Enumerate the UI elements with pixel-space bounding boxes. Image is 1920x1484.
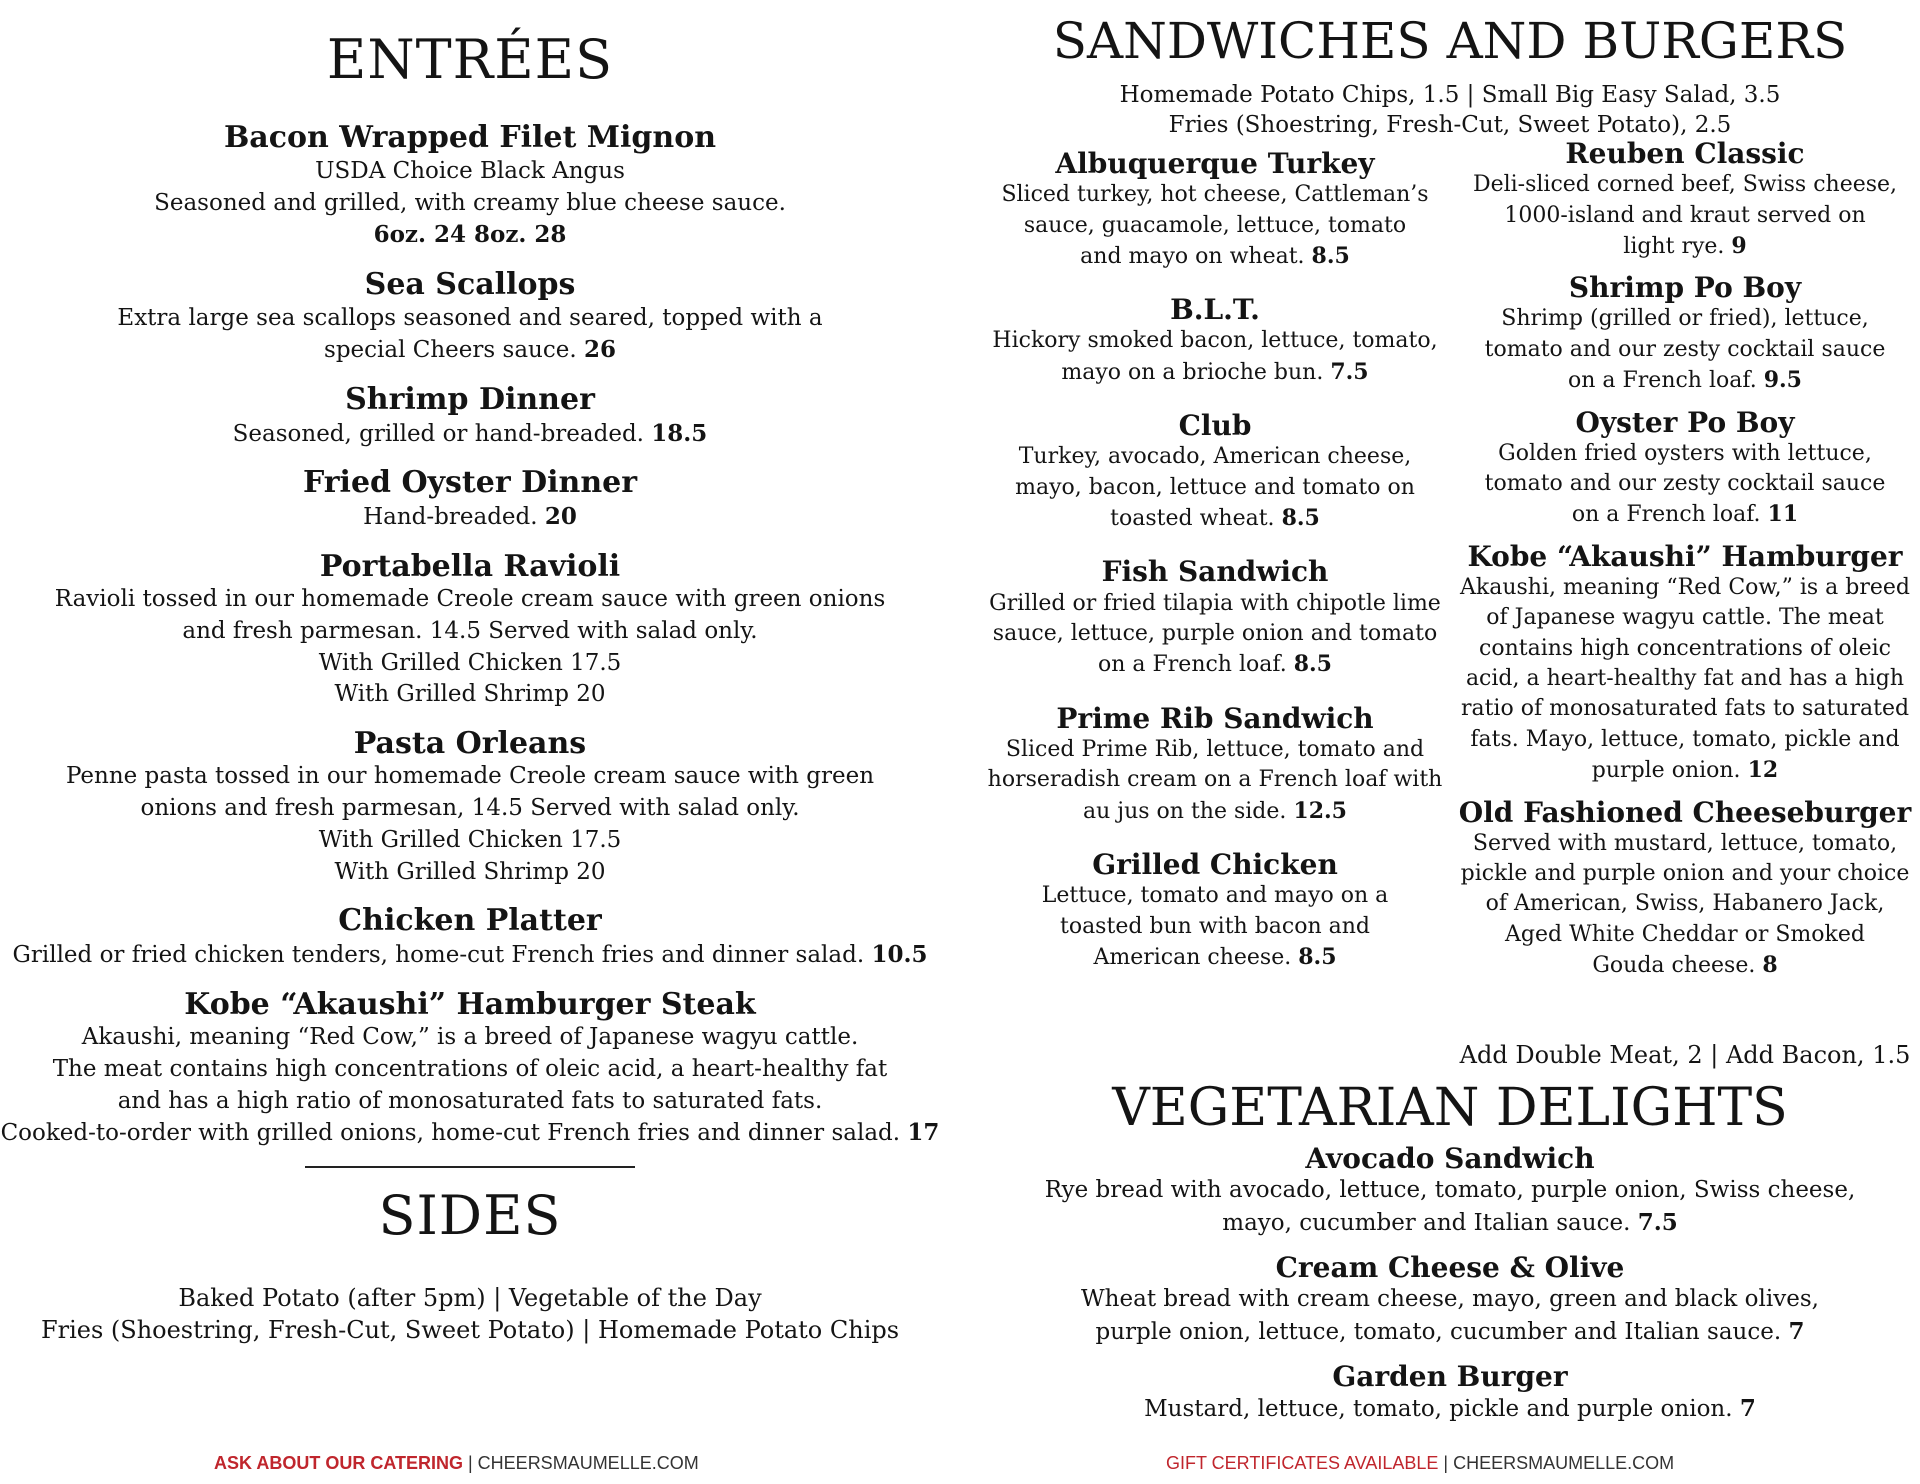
entree-list (0, 121, 940, 1150)
menu-item-description (0, 156, 940, 252)
menu-item (980, 703, 1450, 827)
menu-item-name: Reuben Classic (1565, 137, 1805, 170)
menu-item-name: Pasta Orleans (353, 725, 587, 761)
vegetarian-heading: VEGETARIAN DELIGHTS (1112, 1078, 1788, 1138)
menu-item-name: Old Fashioned Cheeseburger (1458, 795, 1912, 829)
divider (305, 1166, 635, 1168)
vegetarian-section (980, 1080, 1920, 1437)
menu-item (980, 148, 1450, 272)
left-column (0, 0, 940, 1346)
menu-item-description-text: Golden fried oysters with lettuce, tomato and our zesty cocktail sauce on a French loaf. (1484, 440, 1886, 528)
menu-item-name: Fish Sandwich (1101, 555, 1329, 589)
menu-item-price: 26 (583, 336, 616, 364)
menu-item-description (0, 584, 940, 711)
menu-item-description (980, 881, 1450, 973)
website-text-right[interactable]: | CHEERSMAUMELLE.COM (1438, 1453, 1675, 1473)
menu-item-name: Avocado Sandwich (1305, 1142, 1595, 1176)
entrees-heading: ENTRÉES (326, 28, 614, 91)
menu-item-description-text: Grilled or fried chicken tenders, home-cut French fries and dinner salad. (12, 941, 865, 968)
menu-item-description (980, 1284, 1920, 1348)
menu-item (980, 849, 1450, 973)
menu-item-name: Sea Scallops (364, 267, 576, 303)
menu-item-price: 10.5 (871, 940, 928, 968)
menu-item-name: Kobe “Akaushi” Hamburger (1467, 539, 1903, 573)
menu-item (0, 988, 940, 1150)
menu-item-description-text: Shrimp (grilled or fried), lettuce, tomato and our zesty cocktail sauce on a French loaf. (1484, 306, 1886, 394)
menu-item-description (980, 1393, 1920, 1426)
menu-item-price: 8.5 (1281, 505, 1320, 532)
menu-item-description-text: Hand-breaded. (363, 503, 538, 530)
menu-item-price: 7 (1739, 1394, 1756, 1422)
menu-item-description (1455, 829, 1915, 982)
menu-item (1455, 797, 1915, 982)
menu-item-price: 12.5 (1293, 797, 1347, 824)
menu-item-description (0, 501, 940, 534)
menu-item (980, 556, 1450, 680)
menu-item-description-text: Deli-sliced corned beef, Swiss cheese, 1000-island and kraut served on light rye. (1472, 172, 1898, 259)
menu-item-price: 8.5 (1293, 651, 1332, 678)
menu-item-description-text: Extra large sea scallops seasoned and seared, topped with a special Cheers sauce. (117, 304, 823, 364)
footer-right (1166, 1453, 1674, 1474)
menu-item-price: 9.5 (1763, 367, 1802, 394)
vegetarian-list (980, 1143, 1920, 1425)
sandwiches-heading: SANDWICHES AND BURGERS (1052, 12, 1848, 70)
menu-item-name: Prime Rib Sandwich (1056, 701, 1374, 735)
menu-item (980, 1143, 1920, 1240)
sandwich-list-left (980, 148, 1450, 995)
menu-item-description (0, 303, 940, 367)
menu-item-price: 20 (544, 502, 577, 530)
menu-item-name: Chicken Platter (338, 903, 602, 939)
menu-item-price: 7.5 (1637, 1209, 1678, 1237)
menu-item-price: 7 (1788, 1317, 1805, 1345)
menu-item (0, 727, 940, 888)
menu-item-name: Garden Burger (1332, 1359, 1568, 1393)
menu-item-description (0, 761, 940, 888)
menu-item-price: 12 (1747, 757, 1779, 784)
sandwich-side-line-2: Fries (Shoestring, Fresh-Cut, Sweet Potato), 2.5 (1168, 111, 1732, 138)
menu-item-name: Shrimp Po Boy (1568, 271, 1802, 305)
menu-item-description-text: Akaushi, meaning “Red Cow,” is a breed of Japanese wagyu cattle. The meat contains high concentrations of oleic acid, a heart-healthy fat and has a high ratio of monosaturated fats to saturated fats. Mayo, lettuce, tomato, pickle and purple onion. (1459, 574, 1911, 784)
menu-item-price: 8.5 (1298, 943, 1337, 970)
menu-item-description (980, 735, 1450, 827)
menu-item (980, 1252, 1920, 1349)
menu-item-description-text: Rye bread with avocado, lettuce, tomato, purple onion, Swiss cheese, mayo, cucumber and Italian sauce. (1044, 1177, 1856, 1237)
sandwich-side-line-1: Homemade Potato Chips, 1.5 | Small Big Easy Salad, 3.5 (1119, 82, 1781, 108)
gift-certificates-link[interactable]: GIFT CERTIFICATES AVAILABLE (1166, 1453, 1439, 1473)
menu-item-description-text: Hickory smoked bacon, lettuce, tomato, mayo on a brioche bun. (992, 328, 1438, 385)
menu-item (1455, 272, 1915, 396)
menu-item-name: Shrimp Dinner (345, 382, 595, 418)
menu-item (0, 550, 940, 711)
addons-line: Add Double Meat, 2 | Add Bacon, 1.5 (1459, 1041, 1911, 1069)
menu-item-name: Kobe “Akaushi” Hamburger Steak (184, 986, 756, 1022)
menu-item-description (980, 442, 1450, 534)
menu-item-description (980, 589, 1450, 681)
menu-item-description-text: Mustard, lettuce, tomato, pickle and purple onion. (1144, 1395, 1733, 1422)
sides-line-2: Fries (Shoestring, Fresh-Cut, Sweet Potato) | Homemade Potato Chips (40, 1315, 900, 1344)
menu-item (0, 383, 940, 450)
menu-item (0, 466, 940, 533)
menu-item-price: 8.5 (1311, 242, 1350, 269)
menu-item-description (980, 326, 1450, 388)
menu-item-price: 18.5 (651, 419, 708, 447)
menu-item-description (980, 180, 1450, 272)
menu-item-description-text: Wheat bread with cream cheese, mayo, green and black olives, purple onion, lettuce, tomato, cucumber and Italian sauce. (1081, 1286, 1819, 1345)
menu-item-price: 7.5 (1330, 358, 1369, 385)
menu-item-price: 9 (1731, 232, 1747, 259)
menu-item-price: 6oz. 24 8oz. 28 (373, 221, 567, 249)
menu-item-description-text: Grilled or fried tilapia with chipotle lime sauce, lettuce, purple onion and tomato on a French loaf. (989, 590, 1441, 678)
menu-item (0, 904, 940, 971)
menu-item-name: Grilled Chicken (1092, 847, 1338, 881)
menu-item-name: Cream Cheese & Olive (1275, 1250, 1625, 1284)
menu-item-name: Bacon Wrapped Filet Mignon (223, 120, 717, 156)
sides-line-1: Baked Potato (after 5pm) | Vegetable of the Day (178, 1284, 762, 1313)
menu-item-description (1455, 304, 1915, 396)
menu-item (980, 410, 1450, 534)
menu-item (0, 268, 940, 367)
menu-item-description-text: Sliced turkey, hot cheese, Cattleman’s sauce, guacamole, lettuce, tomato and mayo on wheat. (1001, 182, 1429, 269)
menu-item (980, 294, 1450, 388)
sides-heading: SIDES (378, 1184, 562, 1248)
right-column (980, 0, 1920, 141)
menu-item-description (1455, 573, 1915, 787)
menu-item-description-text: Akaushi, meaning “Red Cow,” is a breed of Japanese wagyu cattle. The meat contains high concentrations of oleic acid, a heart-healthy fat and has a high ratio of monosaturated fats to saturated fats. Cooked-to-order with grilled onions, home-cut French fries and dinner salad. (0, 1024, 901, 1147)
menu-item-description-text: Served with mustard, lettuce, tomato, pickle and purple onion and your choice of American, Swiss, Habanero Jack, Aged White Cheddar or Smoked Gouda cheese. (1460, 830, 1910, 979)
menu-item-name: Fried Oyster Dinner (302, 465, 638, 501)
menu-item (980, 1361, 1920, 1426)
footer-left (214, 1453, 699, 1474)
menu-item-description (0, 939, 940, 972)
catering-link[interactable]: ASK ABOUT OUR CATERING (214, 1453, 463, 1473)
menu-item-price: 11 (1767, 501, 1799, 528)
menu-item-name: B.L.T. (1170, 293, 1260, 327)
website-text-left[interactable]: | CHEERSMAUMELLE.COM (463, 1453, 699, 1473)
menu-item-description-text: Penne pasta tossed in our homemade Creole cream sauce with green onions and fresh parmesan, 14.5 Served with salad only. With Grilled Chicken 17.5 With Grilled Shrimp 20 (65, 763, 875, 885)
menu-item-description (1455, 439, 1915, 531)
menu-item (1455, 541, 1915, 787)
menu-item-description (0, 418, 940, 451)
menu-item (0, 121, 940, 252)
menu-item-price: 8 (1762, 952, 1778, 979)
menu-item-name: Club (1178, 409, 1252, 443)
menu-item (1455, 407, 1915, 531)
menu-item (1455, 138, 1915, 262)
menu-item-description (980, 1175, 1920, 1239)
menu-item-description-text: Seasoned, grilled or hand-breaded. (232, 420, 644, 447)
menu-item-description (1455, 170, 1915, 262)
sandwich-list-right (1455, 138, 1915, 991)
menu-item-name: Oyster Po Boy (1575, 405, 1795, 439)
menu-item-description-text: Lettuce, tomato and mayo on a toasted bun with bacon and American cheese. (1041, 883, 1389, 970)
menu-item-description-text: Ravioli tossed in our homemade Creole cream sauce with green onions and fresh parmesan. 14.5 Served with salad only. With Grilled Chicken 17.5 With Grilled Shrimp 20 (54, 586, 886, 708)
menu-item-description-text: Turkey, avocado, American cheese, mayo, bacon, lettuce and tomato on toasted wheat. (1015, 444, 1415, 532)
menu-item-name: Portabella Ravioli (319, 548, 621, 584)
menu-item-description (0, 1022, 940, 1150)
menu-item-description-text: USDA Choice Black Angus Seasoned and grilled, with creamy blue cheese sauce. (154, 157, 786, 216)
menu-item-price: 17 (907, 1119, 940, 1147)
menu-item-description-text: Sliced Prime Rib, lettuce, tomato and horseradish cream on a French loaf with au jus on the side. (987, 736, 1443, 824)
menu-item-name: Albuquerque Turkey (1055, 147, 1375, 180)
